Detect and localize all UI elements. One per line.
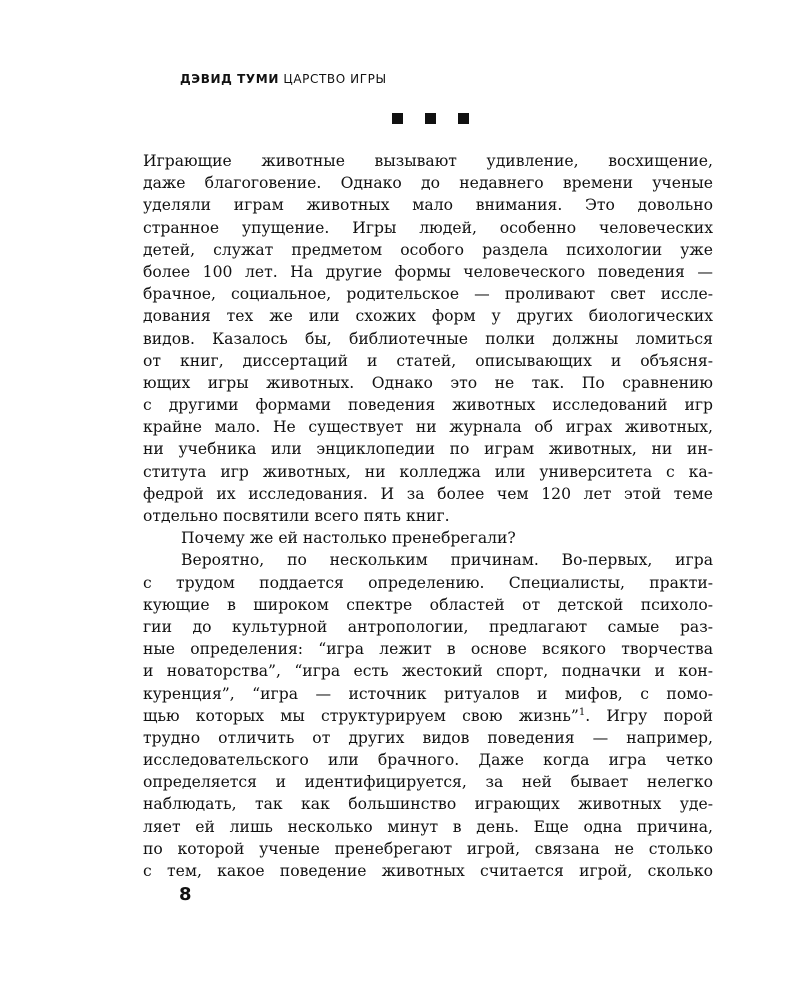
text-line: Играющие животные вызывают удивление, восхищение, xyxy=(143,152,713,170)
text-line: видов. Казалось бы, библиотечные полки должны ломиться xyxy=(143,329,713,348)
text-line: с трудом поддается определению. Специалисты, практи- xyxy=(143,573,713,592)
text-line: и новаторства”, “игра есть жестокий спорт, подначки и кон- xyxy=(143,662,713,681)
text-line: определяется и идентифицируется, за ней бывает нелегко xyxy=(143,773,713,792)
text-line: ститута игр животных, ни колледжа или университета с ка- xyxy=(143,462,713,481)
text-line-tail: . Игру порой xyxy=(585,706,713,725)
text-line-head: щью которых мы структурируем свою жизнь” xyxy=(143,706,579,725)
page-number: 8 xyxy=(179,884,192,905)
running-head-author: ДЭВИД ТУМИ xyxy=(180,72,279,86)
text-line: куренция”, “игра — источник ритуалов и мифов, с помо- xyxy=(143,684,713,703)
text-line: даже благоговение. Однако до недавнего времени ученые xyxy=(143,174,713,193)
ornament-square xyxy=(392,113,403,124)
text-line: дования тех же или схожих форм у других биологических xyxy=(143,307,713,326)
footnote-reference: 1 xyxy=(578,706,586,718)
text-line: отдельно посвятили всего пять книг. xyxy=(143,507,450,525)
text-line: по которой ученые пренебрегают игрой, связана не столько xyxy=(143,839,713,858)
text-line: федрой их исследования. И за более чем 120 лет этой теме xyxy=(143,484,713,503)
running-head xyxy=(180,72,387,86)
ornament-square xyxy=(425,113,436,124)
text-line-with-footnote xyxy=(143,705,713,727)
text-line: наблюдать, так как большинство играющих животных уде- xyxy=(143,795,713,814)
ornament-square xyxy=(458,113,469,124)
text-line: крайне мало. Не существует ни журнала об играх животных, xyxy=(143,418,713,437)
text-line: брачное, социальное, родительское — проливают свет иссле- xyxy=(143,285,713,304)
text-line: ляет ей лишь несколько минут в день. Еще одна причина, xyxy=(143,817,713,836)
text-line: с тем, какое поведение животных считается игрой, сколько xyxy=(143,862,713,880)
text-line: ные определения: “игра лежит в основе всякого творчества xyxy=(143,640,713,659)
text-line: исследовательского или брачного. Даже когда игра четко xyxy=(143,751,713,770)
running-head-title: ЦАРСТВО ИГРЫ xyxy=(283,72,387,86)
text-line: уделяли играм животных мало внимания. Это довольно xyxy=(143,196,713,215)
text-line: странное упущение. Игры людей, особенно человеческих xyxy=(143,218,713,237)
text-line: ни учебника или энциклопедии по играм животных, ни ин- xyxy=(143,440,713,459)
text-line: гии до культурной антропологии, предлагают самые раз- xyxy=(143,617,713,636)
text-line: детей, служат предметом особого раздела психологии уже xyxy=(143,240,713,259)
text-line: трудно отличить от других видов поведения — например, xyxy=(143,728,713,747)
section-break-ornament xyxy=(392,113,469,124)
body-text xyxy=(143,150,713,882)
text-line: кующие в широком спектре областей от детской психоло- xyxy=(143,595,713,614)
text-line: Почему же ей настолько пренебрегали? xyxy=(181,529,516,548)
text-line: от книг, диссертаций и статей, описывающих и объясня- xyxy=(143,351,713,370)
text-line: более 100 лет. На другие формы человеческого поведения — xyxy=(143,262,713,281)
text-line: Вероятно, по нескольким причинам. Во-первых, игра xyxy=(181,551,713,570)
text-line: с другими формами поведения животных исследований игр xyxy=(143,396,713,415)
text-line: ющих игры животных. Однако это не так. По сравнению xyxy=(143,373,713,392)
